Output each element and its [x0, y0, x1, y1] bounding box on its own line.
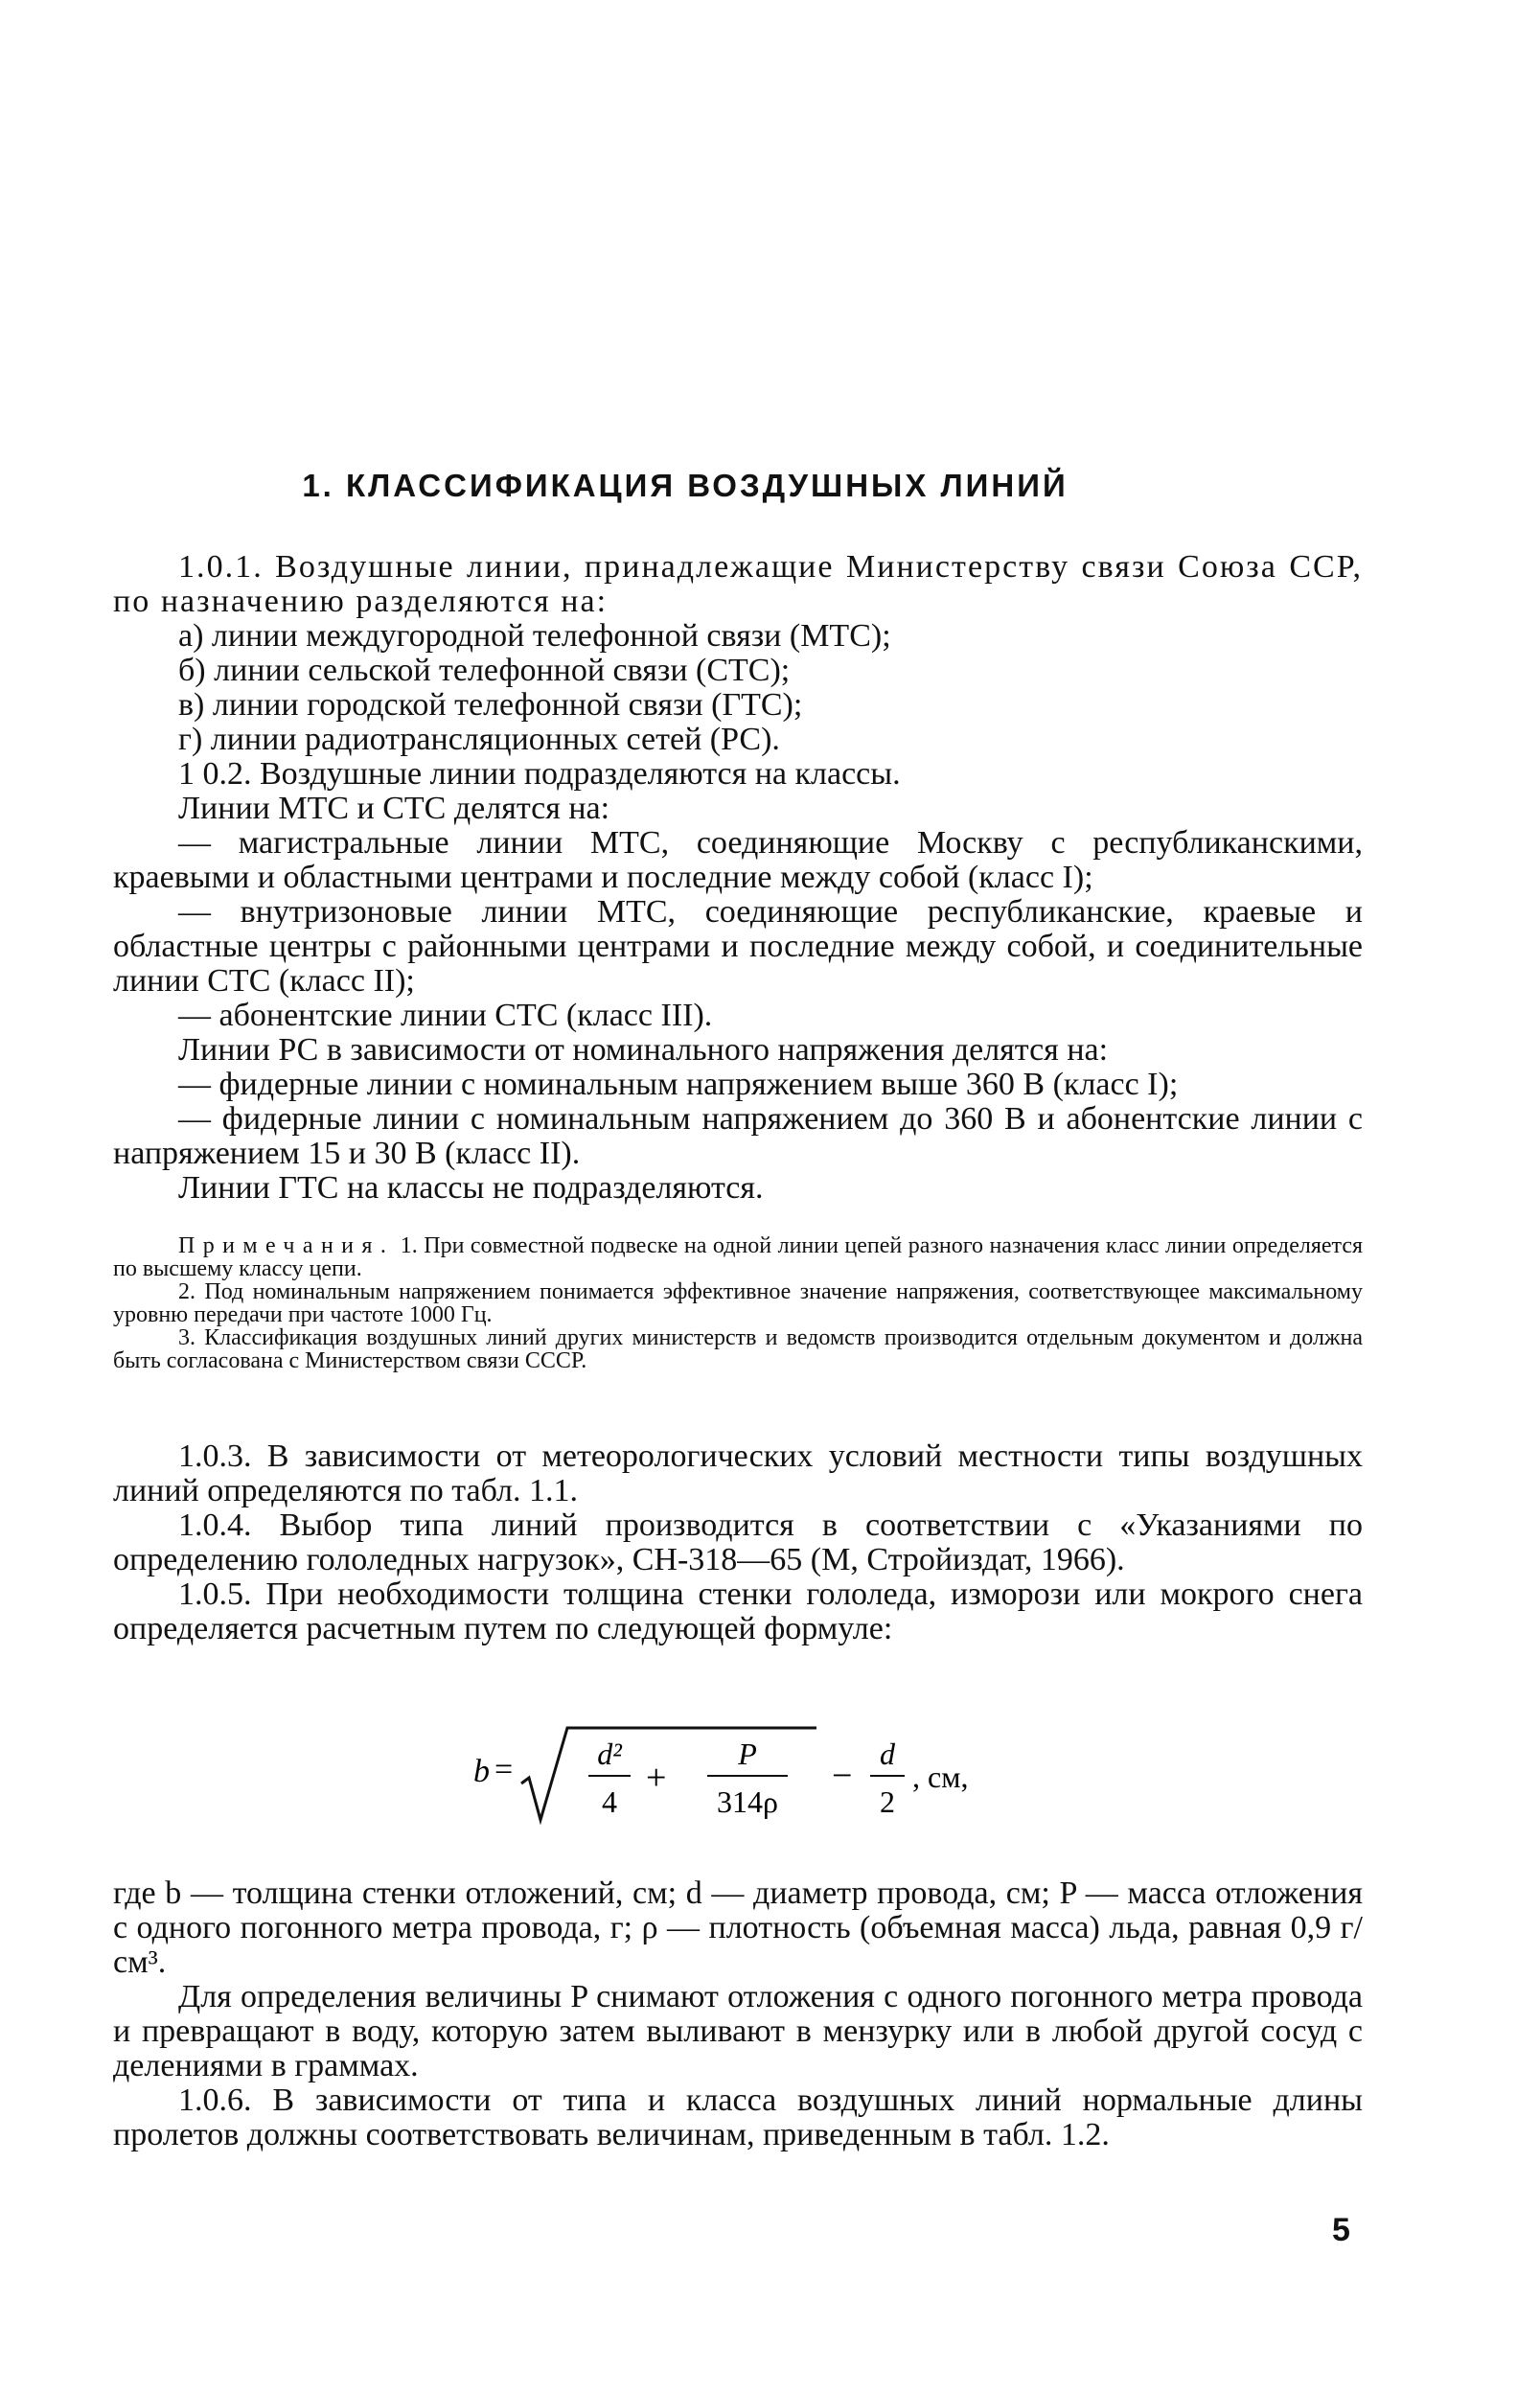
paragraph-1-0-6: 1.0.6. В зависимости от типа и класса воздушных линий нормальные длины пролетов должны соответствовать величинам, приведенным в табл. 1.2.	[113, 2082, 1363, 2152]
list-item-v: в) линии городской телефонной связи (ГТС);	[178, 687, 803, 723]
section-3-body	[113, 1876, 1363, 2152]
note-1-text: 1. При совместной подвеске на одной линии цепей разного назначения класс линии определяется по высшему классу цепи.	[113, 1233, 1364, 1281]
paragraph-feeder-class-2: — фидерные линии с номинальным напряжением до 360 В и абонентские линии с напряжением 15 и 30 В (класс II).	[113, 1101, 1363, 1171]
paragraph-1-0-5: 1.0.5. При необходимости толщина стенки гололеда, изморози или мокрого снега определяется расчетным путем по следующей формуле:	[113, 1576, 1363, 1646]
paragraph-rs-lines: Линии РС в зависимости от номинального напряжения делятся на:	[178, 1032, 1109, 1068]
formula-equals: =	[494, 1752, 514, 1787]
paragraph-1-0-3: 1.0.3. В зависимости от метеорологических условий местности типы воздушных линий определяются по табл. 1.1.	[113, 1438, 1363, 1508]
term2-numerator: P	[738, 1737, 757, 1771]
page-number: 5	[1332, 2212, 1350, 2248]
paragraph-zonal-lines: — внутризоновые линии МТС, соединяющие республиканские, краевые и областные центры с районными центрами и последние между собой, и соединительные линии СТС (класс II);	[113, 894, 1363, 999]
list-item-a: а) линии междугородной телефонной связи (МТС);	[178, 618, 891, 654]
term3-denominator: 2	[880, 1784, 895, 1819]
paragraph-mts-sts: Линии МТС и СТС делятся на:	[178, 791, 610, 826]
paragraph-feeder-class-1: — фидерные линии с номинальным напряжением выше 360 В (класс I);	[178, 1067, 1179, 1102]
note-3: 3. Классификация воздушных линий других министерств и ведомств производится отдельным документом и должна быть согласована с Министерством связи СССР.	[113, 1325, 1363, 1373]
list-item-b: б) линии сельской телефонной связи (СТС);	[178, 653, 791, 688]
paragraph-mass-measurement: Для определения величины P снимают отложения с одного погонного метра провода и превращают в воду, которую затем выливают в мензурку или в любой другой сосуд с делениями в граммах.	[113, 1979, 1363, 2083]
section-heading: 1. КЛАССИФИКАЦИЯ ВОЗДУШНЫХ ЛИНИЙ	[302, 468, 1069, 503]
ice-thickness-formula	[470, 1720, 1006, 1826]
note-1	[113, 1234, 1363, 1280]
paragraph-where: где b — толщина стенки отложений, см; d — диаметр провода, см; P — масса отложения с одного погонного метра провода, г; ρ — плотность (объемная масса) льда, равная 0,9 г/см³.	[113, 1875, 1363, 1980]
paragraph-1-0-4: 1.0.4. Выбор типа линий производится в соответствии с «Указаниями по определению гололедных нагрузок», СН-318—65 (М, Стройиздат, 1966).	[113, 1507, 1363, 1577]
paragraph-1-0-2: 1 0.2. Воздушные линии подразделяются на классы.	[178, 756, 901, 792]
formula-lhs: b	[473, 1754, 490, 1789]
formula-plus: +	[646, 1758, 667, 1798]
term2-denominator: 314ρ	[717, 1784, 778, 1819]
formula-minus: −	[832, 1756, 853, 1796]
paragraph-1-0-1: 1.0.1. Воздушные линии, принадлежащие Министерству связи Союза ССР, по назначению разделяются на:	[113, 549, 1363, 619]
list-item-g: г) линии радиотрансляционных сетей (РС).	[178, 722, 780, 757]
term1-numerator: d²	[597, 1737, 622, 1771]
notes-block	[113, 1234, 1363, 1372]
term3-numerator: d	[880, 1737, 895, 1771]
paragraph-subscriber-lines: — абонентские линии СТС (класс III).	[178, 998, 713, 1033]
section-1-body	[113, 550, 1363, 1206]
paragraph-gts-lines: Линии ГТС на классы не подразделяются.	[178, 1170, 764, 1206]
section-2-body	[113, 1439, 1363, 1646]
note-2: 2. Под номинальным напряжением понимается эффективное значение напряжения, соответствующее максимальному уровню передачи при частоте 1000 Гц.	[113, 1279, 1363, 1327]
paragraph-main-lines: — магистральные линии МТС, соединяющие Москву с республиканскими, краевыми и областными центрами и последние между собой (класс I);	[113, 825, 1363, 895]
notes-label: Примечания.	[178, 1233, 395, 1258]
term1-denominator: 4	[602, 1784, 617, 1819]
formula-unit: , см,	[912, 1760, 969, 1794]
